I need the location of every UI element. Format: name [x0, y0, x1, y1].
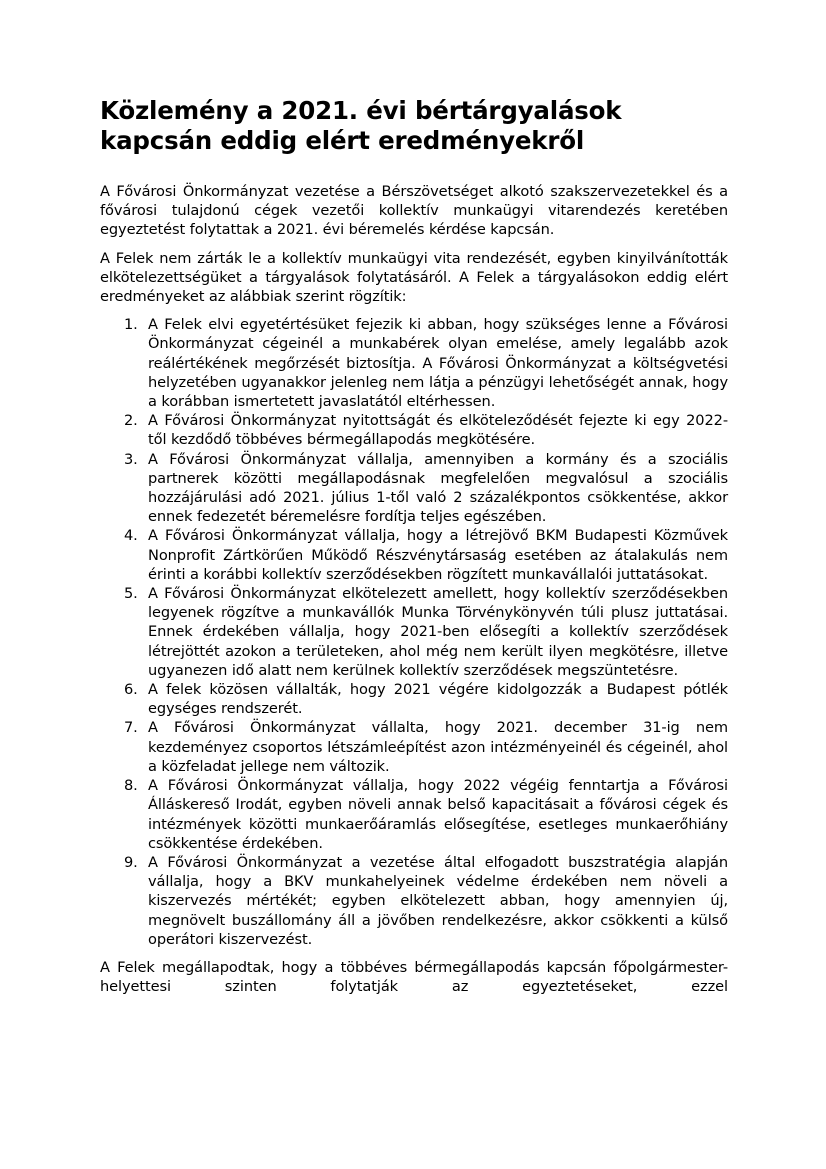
list-item	[100, 315, 728, 411]
list-number: 6.	[124, 681, 138, 699]
list-item	[100, 718, 728, 776]
intro-paragraph: A Fővárosi Önkormányzat vezetése a Bérszövetséget alkotó szakszervezetekkel és a fővárosi tulajdonú cégek vezetői kollektív munkaügyi vitarendezés keretében egyeztetést folytattak a 2021. évi béremelés kérdése kapcsán.	[100, 183, 728, 239]
closing-paragraph: A Felek megállapodtak, hogy a többéves bérmegállapodás kapcsán főpolgármester-helyettesi szinten folytatják az egyeztetéseket, ezzel	[100, 958, 728, 996]
list-item-text: A Fővárosi Önkormányzat a vezetése által elfogadott buszstratégia alapján vállalja, hogy a BKV munkahelyeinek védelme érdekében nem növeli a kiszervezés mértékét; egyben elkötelezett abban, hogy amennyien új, megnövelt buszállomány áll a jövőben rendelkezésre, akkor csökkenti a külső operátori kiszervezést.	[148, 853, 728, 948]
list-number: 7.	[124, 719, 138, 737]
document-page	[100, 96, 728, 1005]
list-number: 2.	[124, 412, 138, 430]
list-item-text: A felek közösen vállalták, hogy 2021 végére kidolgozzák a Budapest pótlék egységes rendszerét.	[148, 681, 728, 718]
list-item-text: A Fővárosi Önkormányzat nyitottságát és elköteleződését fejezte ki egy 2022-től kezdődő többéves bérmegállapodás megkötésére.	[148, 412, 728, 449]
list-number: 3.	[124, 450, 138, 468]
list-item	[100, 680, 728, 718]
list-item	[100, 584, 728, 680]
list-item-text: A Fővárosi Önkormányzat vállalta, hogy 2021. december 31-ig nem kezdeményez csoportos létszámleépítést azon intézményeinél és cégeinél, ahol a közfeladat jellege nem változik.	[148, 719, 728, 775]
agreement-list	[100, 315, 728, 949]
list-item-text: A Fővárosi Önkormányzat elkötelezett amellett, hogy kollektív szerződésekben legyenek rögzítve a munkavállók Munka Törvénykönyvén túli plusz juttatásai. Ennek érdekében vállalja, hogy 2021-ben elősegíti a kollektív szerződések létrejöttét azokon a területeken, ahol még nem került ilyen megkötésre, illetve ugyanezen idő alatt nem kerülnek kollektív szerződések megszüntetésre.	[148, 585, 728, 679]
list-item	[100, 450, 728, 527]
list-number: 5.	[124, 585, 138, 603]
list-item-text: A Felek elvi egyetértésüket fejezik ki abban, hogy szükséges lenne a Fővárosi Önkormányzat cégeinél a munkabérek olyan emelése, amely legalább azok reálértékének megőrzését biztosítja. A Fővárosi Önkormányzat a költségvetési helyzetében ugyanakkor jelenleg nem látja a pénzügyi lehetőségét annak, hogy a korábban ismertetett javaslatától eltérhessen.	[148, 316, 728, 411]
list-item	[100, 526, 728, 584]
list-number: 1.	[124, 316, 138, 334]
list-number: 4.	[124, 527, 138, 545]
document-title: Közlemény a 2021. évi bértárgyalások kapcsán eddig elért eredményekről	[100, 96, 622, 155]
list-item-text: A Fővárosi Önkormányzat vállalja, hogy 2022 végéig fenntartja a Fővárosi Álláskereső Irodát, egyben növeli annak belső kapacitásait a fővárosi cégek és intézmények közötti munkaerőáramlás elősegítése, esetleges munkaerőhiány csökkentése érdekében.	[148, 777, 728, 852]
list-item-text: A Fővárosi Önkormányzat vállalja, amennyiben a kormány és a szociális partnerek közötti megállapodásnak megfelelően megvalósul a szociális hozzájárulási adó 2021. július 1-től való 2 százalékpontos csökkentése, akkor ennek fedezetét béremelésre fordítja teljes egészében.	[148, 450, 728, 526]
list-item	[100, 411, 728, 449]
list-item	[100, 853, 728, 949]
list-number: 9.	[124, 853, 138, 871]
list-number: 8.	[124, 777, 138, 795]
list-item	[100, 776, 728, 853]
parties-paragraph: A Felek nem zárták le a kollektív munkaügyi vita rendezését, egyben kinyilvánították elkötelezettségüket a tárgyalások folytatásáról. A Felek a tárgyalásokon eddig elért eredményeket az alábbiak szerint rögzítik:	[100, 249, 728, 306]
list-item-text: A Fővárosi Önkormányzat vállalja, hogy a létrejövő BKM Budapesti Közművek Nonprofit Zártkörűen Működő Részvénytársaság esetében az átalakulás nem érinti a korábbi kollektív szerződésekben rögzített munkavállalói juttatásokat.	[148, 527, 728, 583]
